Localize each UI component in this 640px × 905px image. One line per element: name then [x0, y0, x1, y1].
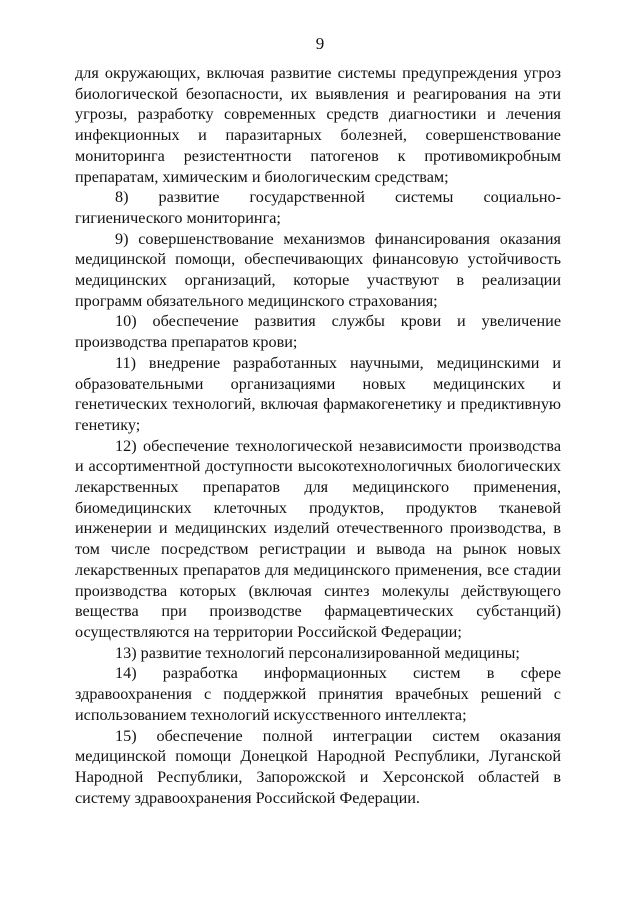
list-item-13: 13) развитие технологий персонализированной медицины;	[115, 643, 520, 662]
document-body	[75, 63, 561, 808]
list-item-11: 11) внедрение разработанных научными, медицинскими и образовательными организациями новых медицинских и генетических технологий, включая фармакогенетику и предиктивную генетику;	[75, 353, 561, 434]
list-item-14: 14) разработка информационных систем в сфере здравоохранения с поддержкой принятия врачебных решений с использованием технологий искусственного интеллекта;	[75, 664, 561, 724]
page-number: 9	[315, 34, 325, 53]
list-item-12: 12) обеспечение технологической независимости производства и ассортиментной доступности высокотехнологичных биологических лекарственных препаратов для медицинского применения, биомедицинских клеточных продуктов, продуктов тканевой инженерии и медицинских изделий отечественного производства, в том числе посредством регистрации и вывода на рынок новых лекарственных препаратов для медицинского применения, все стадии производства которых (включая синтез молекулы действующего вещества при производстве фармацевтических субстанций) осуществляются на территории Российской Федерации;	[75, 436, 561, 641]
list-item-10: 10) обеспечение развития службы крови и увеличение производства препаратов крови;	[75, 312, 561, 352]
list-item-15: 15) обеспечение полной интеграции систем оказания медицинской помощи Донецкой Народной Республики, Луганской Народной Республики, Запорожской и Херсонской областей в систему здравоохранения Российской Федерации.	[75, 726, 561, 807]
list-item-8: 8) развитие государственной системы социально-гигиенического мониторинга;	[75, 188, 561, 227]
paragraph-continuation: для окружающих, включая развитие системы предупреждения угроз биологической безопасности, их выявления и реагирования на эти угрозы, разработку современных средств диагностики и лечения инфекционных и паразитарных болезней, совершенствование мониторинга резистентности патогенов к противомикробным препаратам, химическим и биологическим средствам;	[75, 64, 561, 186]
list-item-9: 9) совершенствование механизмов финансирования оказания медицинской помощи, обеспечивающих финансовую устойчивость медицинских организаций, которые участвуют в реализации программ обязательного медицинского страхования;	[75, 229, 561, 310]
